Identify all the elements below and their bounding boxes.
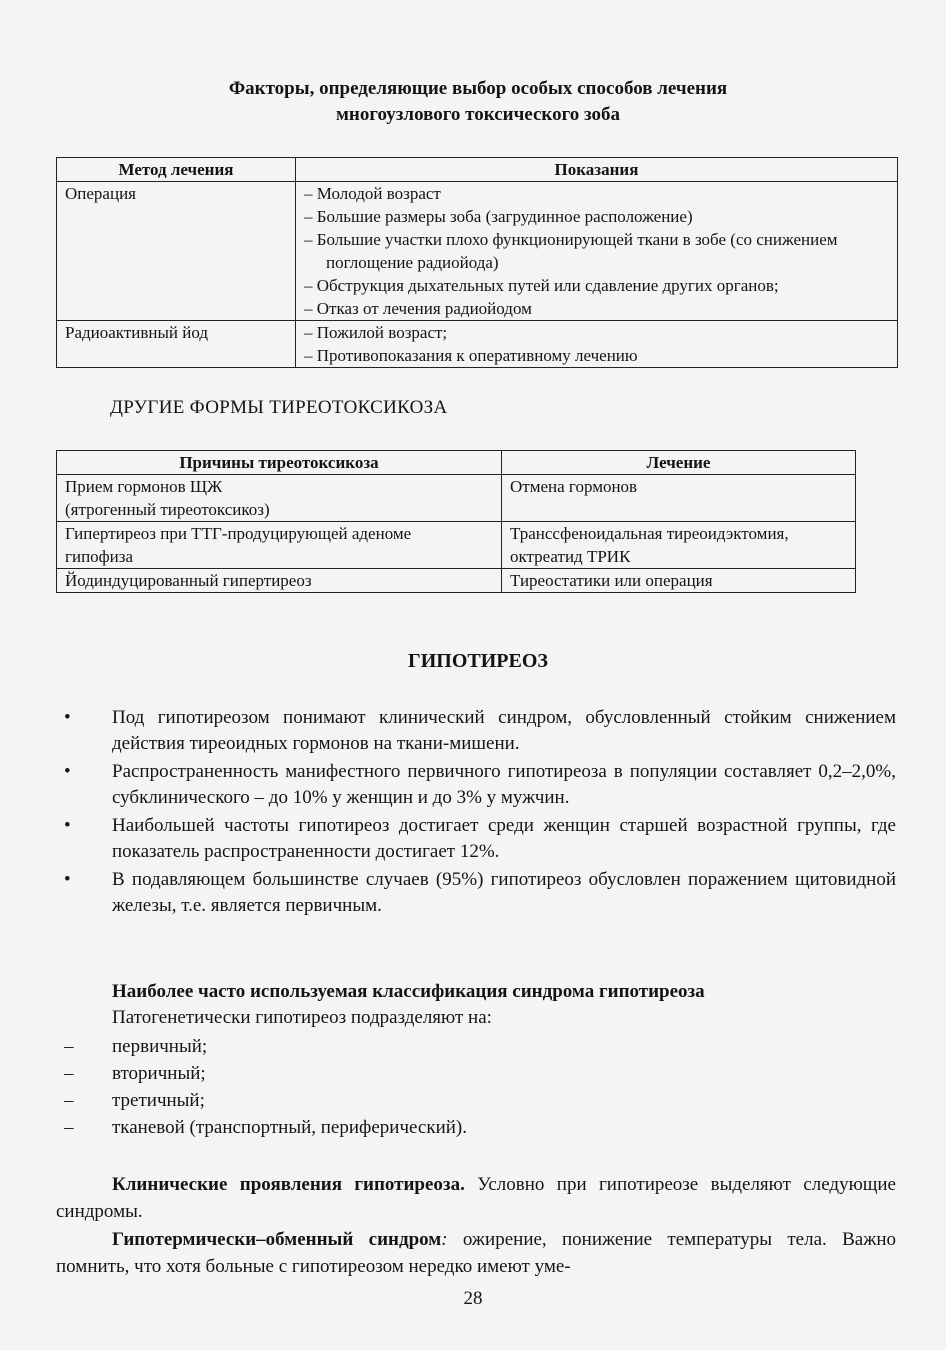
classification-item: вторичный; bbox=[112, 1063, 206, 1084]
table-header-row bbox=[57, 451, 856, 475]
section-heading-other-forms: ДРУГИЕ ФОРМЫ ТИРЕОТОКСИКОЗА bbox=[110, 397, 448, 418]
paragraph-text: Условно при гипотиреозе выделяют следующие синдромы. bbox=[56, 1174, 896, 1222]
classification-item: третичный; bbox=[112, 1090, 205, 1111]
treatment-cell bbox=[502, 569, 856, 593]
bullet-text: Наибольшей частоты гипотиреоз достигает среди женщин старшей возрастной группы, где показатель распространенности достигает 12%. bbox=[112, 815, 896, 862]
paragraph-lead: Гипотермически–обменный синдром bbox=[112, 1229, 442, 1250]
header-method: Метод лечения bbox=[57, 158, 296, 182]
list-item bbox=[56, 759, 896, 811]
cause-cell bbox=[57, 522, 502, 569]
cause-line: Йодиндуцированный гипертиреоз bbox=[65, 571, 312, 590]
bullet-icon: • bbox=[64, 707, 71, 728]
paragraph-colon: : bbox=[441, 1229, 448, 1250]
cause-line: Прием гормонов ЩЖ bbox=[65, 477, 223, 496]
indication-item: – Противопоказания к оперативному лечению bbox=[304, 346, 638, 365]
table1-title-line1: Факторы, определяющие выбор особых способов лечения bbox=[228, 78, 728, 99]
cause-line: гипофиза bbox=[65, 547, 134, 566]
bullet-icon: • bbox=[64, 869, 71, 890]
classification-item: первичный; bbox=[112, 1036, 208, 1057]
bullet-icon: • bbox=[64, 761, 71, 782]
paragraph-text: ожирение, понижение температуры тела. Важно помнить, что хотя больные с гипотиреозом нередко имеют уме- bbox=[56, 1229, 896, 1277]
clinical-manifestations-paragraph bbox=[56, 1171, 896, 1225]
treatment-cell bbox=[502, 475, 856, 522]
classification-list bbox=[56, 1033, 467, 1141]
treatment-line: Отмена гормонов bbox=[510, 477, 638, 496]
list-item bbox=[56, 1087, 467, 1114]
dash-marker: – bbox=[64, 1117, 74, 1138]
table-row bbox=[57, 475, 856, 522]
table1-title bbox=[60, 76, 896, 128]
indication-item: – Большие размеры зоба (загрудинное расположение) bbox=[304, 207, 693, 226]
indication-item: – Отказ от лечения радиойодом bbox=[304, 299, 532, 318]
header-treatment: Лечение bbox=[502, 451, 856, 475]
indications-cell bbox=[296, 321, 898, 368]
page-number: 28 bbox=[463, 1288, 483, 1309]
classification-item: тканевой (транспортный, периферический). bbox=[112, 1117, 467, 1138]
table-row bbox=[57, 182, 898, 321]
thyrotoxicosis-causes-table bbox=[56, 450, 856, 593]
list-item bbox=[56, 813, 896, 865]
indication-item: – Большие участки плохо функционирующей ткани в зобе (со снижением поглощение радиойода) bbox=[304, 230, 838, 272]
cause-line: Гипертиреоз при ТТГ-продуцирующей аденоме bbox=[65, 524, 412, 543]
table1-title-line2: многоузлового токсического зоба bbox=[335, 104, 621, 125]
header-indications: Показания bbox=[296, 158, 898, 182]
list-item bbox=[56, 1060, 467, 1087]
table-row bbox=[57, 569, 856, 593]
table-header-row bbox=[57, 158, 898, 182]
classification-title: Наиболее часто используемая классификация синдрома гипотиреоза bbox=[112, 981, 705, 1002]
cause-line: (ятрогенный тиреотоксикоз) bbox=[65, 500, 270, 519]
dash-marker: – bbox=[64, 1063, 74, 1084]
treatment-line: Транссфеноидальная тиреоидэктомия, bbox=[510, 524, 789, 543]
indications-cell bbox=[296, 182, 898, 321]
treatment-methods-table bbox=[56, 157, 898, 368]
list-item bbox=[56, 1033, 467, 1060]
dash-marker: – bbox=[64, 1036, 74, 1057]
dash-marker: – bbox=[64, 1090, 74, 1111]
classification-intro: Патогенетически гипотиреоз подразделяют на: bbox=[112, 1007, 492, 1028]
method-cell: Операция bbox=[57, 182, 296, 321]
treatment-line: Тиреостатики или операция bbox=[510, 571, 713, 590]
indication-item: – Молодой возраст bbox=[304, 184, 441, 203]
treatment-line: октреатид ТРИК bbox=[510, 547, 631, 566]
table-row bbox=[57, 321, 898, 368]
indication-item: – Пожилой возраст; bbox=[304, 323, 448, 342]
indication-item: – Обструкция дыхательных путей или сдавление других органов; bbox=[304, 276, 779, 295]
header-causes: Причины тиреотоксикоза bbox=[57, 451, 502, 475]
list-item bbox=[56, 867, 896, 919]
hypothyroidism-heading: ГИПОТИРЕОЗ bbox=[408, 650, 548, 672]
list-item bbox=[56, 1114, 467, 1141]
hypothermic-syndrome-paragraph bbox=[56, 1226, 896, 1280]
bullet-icon: • bbox=[64, 815, 71, 836]
bullet-text: Под гипотиреозом понимают клинический синдром, обусловленный стойким снижением действия тиреоидных гормонов на ткани-мишени. bbox=[112, 707, 896, 754]
hypothyroidism-bullet-list bbox=[56, 705, 896, 921]
list-item bbox=[56, 705, 896, 757]
table-row bbox=[57, 522, 856, 569]
cause-cell bbox=[57, 569, 502, 593]
treatment-cell bbox=[502, 522, 856, 569]
cause-cell bbox=[57, 475, 502, 522]
bullet-text: Распространенность манифестного первичного гипотиреоза в популяции составляет 0,2–2,0%, субклинического – до 10% у женщин и до 3% у мужчин. bbox=[112, 761, 896, 808]
paragraph-lead: Клинические проявления гипотиреоза. bbox=[112, 1174, 465, 1195]
method-cell: Радиоактивный йод bbox=[57, 321, 296, 368]
bullet-text: В подавляющем большинстве случаев (95%) гипотиреоз обусловлен поражением щитовидной железы, т.е. является первичным. bbox=[112, 869, 896, 916]
